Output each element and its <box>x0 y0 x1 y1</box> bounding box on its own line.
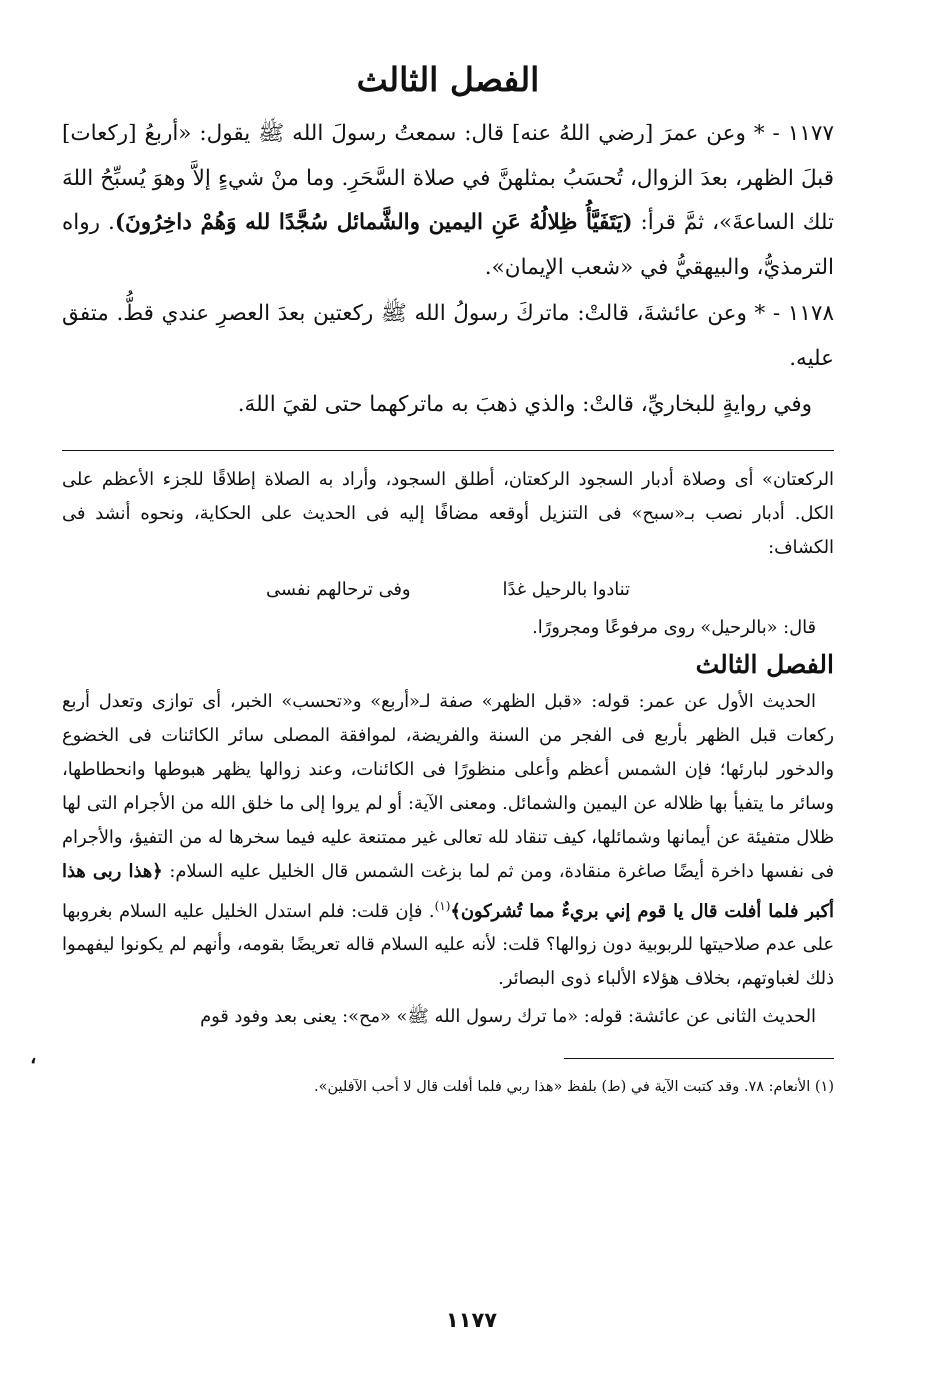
quran-quote-ibrahim: ﴿هذا ربى هذا أكبر فلما أفلت قال يا قوم إني بريءٌ مما تُشركون﴾ <box>62 860 834 922</box>
text-commentary-divider <box>62 450 834 451</box>
hadith-1178: ١١٧٨ - * وعن عائشةَ، قالتْ: ماتركَ رسولُ الله ﷺ ركعتين بعدَ العصرِ عندي قطُّ. متفق عليه. <box>62 301 834 371</box>
verse-second-hemistich: وفى ترحالهم نفسى <box>266 578 411 600</box>
page-number: ١١٧٧ <box>445 1308 498 1332</box>
commentary-after-verse: قال: «بالرحيل» روى مرفوعًا ومجرورًا. <box>532 616 816 638</box>
footnote-ref[interactable]: (١) <box>434 898 451 913</box>
chapter-title: الفصل الثالث <box>356 60 540 99</box>
commentary-hadith-1-text: الحديث الأول عن عمر: قوله: «قبل الظهر» صفة لـ«أربع» و«تحسب» الخبر، أى توازى وتعدل أربع ركعات قبل الظهر بأربع فى الفجر من السنة والفريضة، لموافقة المصلى سائر الكائنات فى الخضوع والدخور لبارئها؛ فإن الشمس أعظم وأعلى منظورًا فى الكائنات، وعند زوالها يظهر هبوطها وانحطاطها، وسائر ما يتفيأ بها ظلاله عن اليمين والشمائل. ومعنى الآية: أو لم يروا إلى ما خلق الله من الأجرام التى لها ظلال متفيئة عن أيمانها وشمائلها، كيف تنقاد لله تعالى غير ممتنعة عليه فيما سخرها له من التفيؤ، والأجرام فى نفسها داخرة أيضًا صاغرة منقادة، ومن ثم لما بزغت الشمس قال الخليل عليه السلام: <box>62 690 834 882</box>
commentary-hadith-2: الحديث الثانى عن عائشة: قوله: «ما ترك رسول الله ﷺ» «مح»: يعنى بعد وفود قوم <box>200 1006 816 1028</box>
hadith-1177-source: . رواه الترمذيُّ، والبيهقيُّ في «شعب الإيمان». <box>62 210 834 280</box>
commentary-hadith-1-continued: . فإن قلت: فلم استدل الخليل عليه السلام بغروبها على عدم صلاحيتها للربوبية دون زوالها؟ قلت: لأنه عليه السلام قاله تعريضًا بقومه، وأنهم لم يكونوا ليفهموا ذلك لغباوتهم، بخلاف هؤلاء الألباء ذوى البصائر. <box>62 900 834 990</box>
poetry-verse <box>62 569 834 611</box>
page-body <box>62 52 834 1101</box>
commentary-intro: الركعتان» أى وصلاة أدبار السجود الركعتان، أطلق السجود، وأراد به الصلاة إطلاقًا للجزء الأعظم على الكل. أدبار نصب بـ«سبح» فى التنزيل أوقعه مضافًا إليه فى الحديث على الحكاية، ونحوه أنشد فى الكشاف: <box>62 468 834 558</box>
commentary-hadith-1 <box>62 685 834 997</box>
hadith-1177 <box>62 112 834 290</box>
footnote-1: (١) الأنعام: ٧٨. وقد كتبت الآية في (ط) بلفظ «هذا ربي فلما أفلت قال لا أحب الآفلين». <box>313 1079 834 1096</box>
footnote-rule <box>564 1058 834 1059</box>
quran-quote: (يَتَفَيَّأُ ظِلالُهُ عَنِ اليمين والشَّمائل سُجَّدًا لله وَهُمْ داخِرُونَ) <box>114 210 633 235</box>
commentary-section-title: الفصل الثالث <box>695 649 834 679</box>
verse-first-hemistich: تنادوا بالرحيل غدًا <box>502 578 630 600</box>
hadith-1177-text: ١١٧٧ - * وعن عمرَ [رضي اللهُ عنه] قال: سمعتُ رسولَ الله ﷺ يقول: «أربعُ [ركعات] قبلَ الظهر، بعدَ الزوال، تُحسَبُ بمثلهنَّ في صلاة السَّحَرِ. وما منْ شيءٍ إلاَّ وهوَ يُسبِّحُ اللهَ تلك الساعةَ»، ثمَّ قرأ: <box>62 121 834 235</box>
margin-mark: ، <box>30 1044 37 1068</box>
hadith-1178-bukhari-variant: وفي روايةٍ للبخاريِّ، قالتْ: والذي ذهبَ به ماتركهما حتى لقيَ اللهَ. <box>237 392 812 417</box>
